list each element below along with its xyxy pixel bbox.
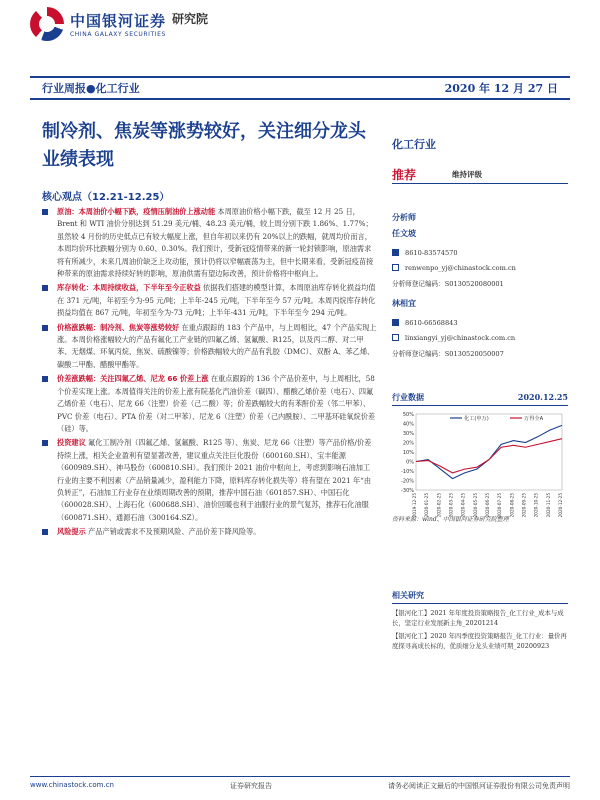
y-tick-label: 30% [402,431,414,437]
related-research [392,590,568,654]
x-tick-label: 2020-09-25 [521,493,527,518]
analyst-name: 林相宜 [392,299,416,308]
legend-label: 万得全A [524,416,544,422]
sector-label: 化工行业 [392,138,436,151]
logo-en: CHINA GALAXY SECURITIES [70,31,166,38]
institute-label: 研究院 [172,11,209,26]
bullet-icon [42,325,48,331]
line-chart [392,406,568,518]
x-tick-label: 2020-06-25 [485,493,490,518]
footer [30,776,570,791]
item-text: 依据我们搭建的模型计算，本周原油库存转化损益均值在 371 元/吨，年初至今为-95 元/吨；上半年-245 元/吨，下半年至今 57 元/吨。本周丙烷库存转化损益均值在 867 元/吨，年初至今为-73 元/吨；上半年-431 元/吨，下半年至今 294 元/吨。 [57,283,376,318]
analyst-phone-row [392,245,568,260]
rating-panel [392,136,568,184]
footer-disclaimer: 请务必阅读正文最后的中国银河证券股份有限公司免责声明 [387,782,570,790]
x-tick-label: 2020-03-25 [448,493,454,518]
item-text: 在重点跟踪的 136 个产品价差中，与上周相比，58 个价差实现上涨。本周值得关注的价差上涨有院基化汽油价差（碳四）、醋酸乙烯价差（电石）、四氟乙烯价差（电石）、尼龙 66（注塑）价差（己二酸）等；价差跌幅较大的有苯酐价差（邻二甲苯）、PVC 价差（电石）、PTA 价差（对二甲苯）、尼龙 6（注塑）价差（己内酰胺）、二甲基环硅氧烷价差（硅）等。 [57,374,376,433]
logo-text [70,10,166,38]
x-tick-label: 2020-05-25 [472,493,478,518]
chart-header [392,392,568,406]
logo-cn: 中国银河证券 [70,12,167,30]
y-tick-label: 0% [406,459,414,466]
analyst-license-row [392,345,568,360]
list-item [42,437,377,524]
analyst-phone: 8610-66568843 [405,318,458,327]
bullet-icon [42,209,48,215]
analyst-header: 分析师 [392,213,416,222]
item-highlight: 库存转化：本周持续收益，下半年至今正收益 [57,283,201,293]
footer-center: 证券研究报告 [229,782,272,790]
analyst-phone: 8610-83574570 [405,248,458,257]
y-tick-label: -30% [401,488,414,494]
rating-label: 推荐 [392,168,417,182]
item-highlight: 价格涨跌幅：制冷剂、焦炭等涨势较好 [57,322,180,332]
phone-icon [392,319,399,326]
y-tick-label: 10% [402,450,414,456]
x-tick-label: 2020-07-25 [497,493,503,518]
legend-label: 化工(申万) [464,416,489,422]
bullet-icon [42,285,48,291]
list-item [42,206,377,280]
x-tick-label: 2019-12-25 [412,493,417,518]
analyst-phone-row [392,315,568,330]
header [30,4,208,44]
chart-source: 资料来源：wind、中国银河证券研究院整理 [392,516,509,523]
analyst-email[interactable]: linxiangyi_yj@chinastock.com.cn [405,333,516,342]
item-text: 产品产销或需求不及预期风险、产品价差下降风险等。 [85,527,261,537]
list-item [42,526,377,538]
industry-chart [392,392,568,524]
report-type: 行业周报●化工行业 [42,82,140,95]
chart-date: 2020.12.25 [517,392,568,402]
related-item[interactable]: 【银河化工】2020 年四季度投资策略报告_化工行业：量价再度探寻高成长标的，优质细分龙头业绩可期_20200923 [392,632,567,650]
analyst-email-row [392,330,568,345]
x-tick-label: 2020-04-25 [460,493,466,518]
item-highlight: 价差涨跌幅：关注四氟乙烯、尼龙 66 价差上涨 [57,374,209,384]
y-tick-label: -20% [401,478,414,485]
bullet-icon [42,529,48,535]
report-date: 2020 年 12 月 27 日 [444,82,558,95]
email-icon [392,264,399,271]
title-bar [30,76,570,100]
list-item [42,282,377,319]
bullet-icon [42,376,48,382]
list-item [42,373,377,435]
series-line [416,425,562,478]
y-tick-label: 50% [402,412,414,418]
chart-title: 行业数据 [392,393,424,402]
x-tick-label: 2020-11-25 [545,493,551,518]
maintain-rating-label: 维持评级 [452,170,483,179]
x-tick-label: 2020-08-25 [509,493,515,518]
core-view-label: 核心观点（12.21-12.25） [42,192,170,203]
y-tick-label: 20% [402,440,414,447]
x-tick-label: 2020-02-25 [436,493,442,518]
y-tick-label: -10% [401,469,414,475]
item-text: 本周原油价格小幅下跌，截至 12 月 25 日，Brent 和 WTI 油价分别达到 51.29 美元/桶、48.23 美元/桶，较上周分别下跌 1.86%、1.77%；虽然较 4 月份的历史低点已有较大幅度上涨，但自年初以来仍有 20%以上的跌幅，就周均价而言，本周均价环比跌幅分别为 0.60、0.30%。我们预计，受新冠疫情带来的新一轮封锁影响，原油需求将有所减少，未来几周油价缺乏上攻动能，预计仍将以窄幅震荡为主，但中长期来看，受新冠疫苗接种带来的原油需求持续好转的影响，原油供需有望边际改善，预计价格将中枢向上。 [57,207,374,279]
y-tick-label: 40% [402,421,414,428]
item-highlight: 风险提示 [57,527,86,537]
item-text: 在重点跟踪的 183 个产品中，与上周相比，47 个产品实现上涨。本周价格涨幅较大的产品有氟化工产业链的四氟乙烯、氢氟酸、R125，以及丙二醇、对二甲苯、无烟煤、环氧丙烷、焦炭、硫酸镍等；价格跌幅较大的产品有乳胶（DMC）、双酚 A、苯乙烯、碳酸二甲酯、醋酸甲酯等。 [57,322,377,369]
x-tick-label: 2020-10-25 [533,493,539,518]
analyst-license: 分析师登记编码：S0130520080001 [392,279,504,288]
x-tick-label: 2020-12-25 [558,493,563,518]
analyst-license: 分析师登记编码：S0130520050007 [392,349,504,358]
item-highlight: 投资建议 [57,438,86,448]
related-item[interactable]: 【银河化工】2021 年年度投资策略报告_化工行业_成本与成长，坚定行业发展新主角_20201214 [392,609,564,627]
analyst-name: 任文坡 [392,229,416,238]
item-highlight: 原油：本周油价小幅下跌，疫情压制油价上涨动能 [57,207,216,216]
page-title: 制冷剂、焦炭等涨势较好，关注细分龙头业绩表现 [42,121,366,170]
analyst-license-row [392,275,568,290]
analyst-email[interactable]: renwenpo_yj@chinastock.com.cn [405,263,516,272]
email-icon [392,334,399,341]
bullet-icon [42,440,48,446]
core-view-list [42,206,377,541]
x-tick-label: 2020-01-25 [424,493,430,518]
list-item [42,322,377,372]
rating-row [392,168,568,184]
plot-area [416,414,562,490]
footer-url[interactable]: www.chinastock.com.cn [30,781,114,789]
related-header: 相关研究 [392,590,568,604]
phone-icon [392,249,399,256]
company-logo-icon [30,7,64,41]
item-text: 氟化工制冷剂（四氟乙烯、氢氟酸、R125 等）、焦炭、尼龙 66（注塑）等产品价格/价差持续上涨，相关企业盈利有望显著改善，建议重点关注巨化股份（600160.SH）、宝丰能源（600989.SH）、神马股份（600810.SH）。我们预计 2021 油价中枢向上，考虑到影响石油加工行业的主要不利因素（产品销量减少，盈利能力下降，原料库存转化损失等）将有望在 2021 年“由负转正”，石油加工行业存在业绩周期改善的预期，推荐中国石油（601857.SH）、中国石化（600028.SH）、上海石化（600688.SH）、油价回暖也利于油服行业的景气复苏，推荐石化油服（600871.SH）、通源石油（300164.SZ）。 [57,438,372,522]
analyst-card [392,228,568,290]
analyst-card [392,298,568,360]
analyst-email-row [392,260,568,275]
